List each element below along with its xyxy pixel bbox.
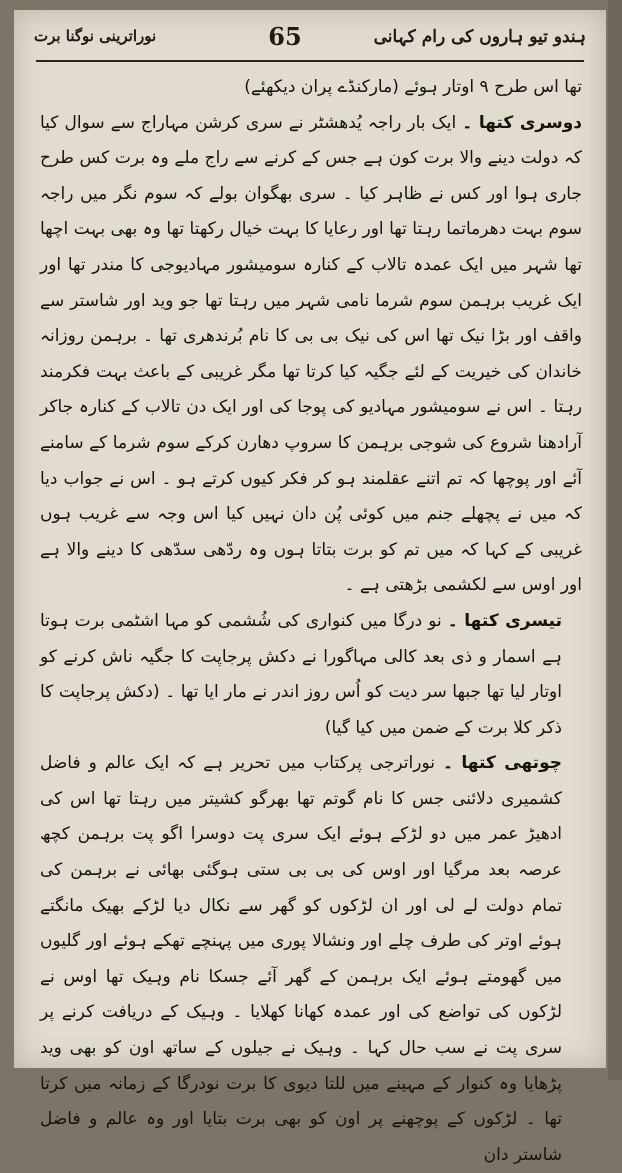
- paragraph-continuation: [40, 70, 582, 106]
- page-number: 65: [268, 21, 302, 51]
- paragraph-text: ایک بار راجہ یُدھشٹر نے سری کرشن مہاراج سے سوال کیا کہ دولت دینے والا برت کون ہے جس کے کرنے سے راج ملے وہ برت کس طرح جاری ہوا اور کس نے ظاہر کیا ۔ سری بھگوان بولے کہ سوم نگر میں راجہ سوم بہت دھرماتما رہتا تھا اور رعایا کا بہت خیال رکھتا تھا وہ بھی بہت اچھا تھا شہر میں ایک عمدہ تالاب کے کنارہ سومیشور مہادیوجی کا مندر تھا اور ایک غریب برہمن سوم شرما نامی شہر میں رہتا تھا جو وید اور شاستر سے واقف اور بڑا نیک تھا اس کی نیک بی بی کا نام بُرندھری تھا ۔ برہمن روزانہ خاندان کی خیریت کے لئے جگیہ کیا کرتا تھا مگر غریبی کے باعث بہت فکرمند رہتا ۔ اس نے سومیشور مہادیو کی پوجا کی اور ایک دن تالاب کے کنارہ جاکر آرادھنا شروع کی شوجی برہمن کا سروپ دھارن کرکے سوم شرما کے سامنے آئے اور پوچھا کہ تم اتنے عقلمند ہو کر فکر کیوں کرتے ہو ۔ اس نے جواب دیا کہ میں نے پچھلے جنم میں کوئی پُن دان نہیں کیا اس وجہ سے غریب ہوں غریبی کے کہا کہ میں تم کو برت بتاتا ہوں وہ ردّھی سدّھی کا دینے والا ہے اور اوس سے لکشمی بڑھتی ہے ۔: [40, 112, 582, 596]
- paragraph-second-story: [40, 106, 582, 604]
- paragraph-fourth-story: [40, 746, 582, 1173]
- header-divider: [36, 60, 584, 62]
- paragraph-text: تھا اس طرح ۹ اوتار ہوئے (مارکنڈے پران دیکھئے): [244, 77, 582, 97]
- scan-edge: [608, 0, 622, 1080]
- paragraph-text: نوراترجی پرکتاب میں تحریر ہے کہ ایک عالم و فاضل کشمیری دلائنی جس کا نام گوتم تھا بھرگو کشیتر میں رہتا تھا اس کی ادھیڑ عمر میں دو لڑکے ہوئے ایک سری پت دوسرا اگو پت برہمن کچھ عرصہ بعد مرگیا اور اوس کی بی بی ستی ہوگئی بھائی نے برہمن کی تمام دولت لے لی اور ان لڑکوں کو گھر سے نکال دیا لڑکے بھیک مانگتے ہوئے اوتر کی طرف چلے اور ونشالا پوری میں پہنچے تھکے ہوئے اور گلیوں میں گھومتے ہوئے ایک برہمن کے گھر آئے جسکا نام وہیک تھا اوس نے لڑکوں کی تواضع کی اور عمدہ کھانا کھلایا ۔ وہیک کے دریافت کرنے پر سری پت نے سب حال کہا ۔ وہیک نے جیلوں کے ساتھ اون کو بھی وید پڑھایا وہ کنوار کے مہینے میں للتا دیوی کا برت نودرگا کے زمانہ میں کرتا تھا ۔ لڑکوں کے پوچھنے پر اون کو بھی برت بتایا اور وہ عالم و فاضل شاستر دان: [40, 753, 562, 1165]
- running-title: ہندو تیو ہاروں کی رام کہانی: [373, 26, 586, 47]
- story-heading: دوسری کتھا ۔: [462, 112, 583, 133]
- page-header: [34, 16, 586, 56]
- page-body: [40, 70, 582, 1173]
- running-subtitle: نوراترینی نوگنا برت: [34, 27, 157, 45]
- story-heading: چوتھی کتھا ۔: [442, 753, 562, 774]
- story-heading: تیسری کتھا ۔: [447, 610, 563, 631]
- book-page: [14, 10, 606, 1165]
- paragraph-text: نو درگا میں کنواری کی شُشمی کو مہا اشٹمی برت ہوتا ہے اسمار و ذی بعد کالی مہاگورا نے دکش پرجاپت کا جگیہ ناش کرنے کو اوتار لیا تھا جبھا سر دیت کو اُس روز اندر نے مار ایا تھا ۔ (دکش پرجاپت کا ذکر کلا برت کے ضمن میں کیا گیا): [40, 610, 562, 738]
- paragraph-third-story: [40, 604, 582, 746]
